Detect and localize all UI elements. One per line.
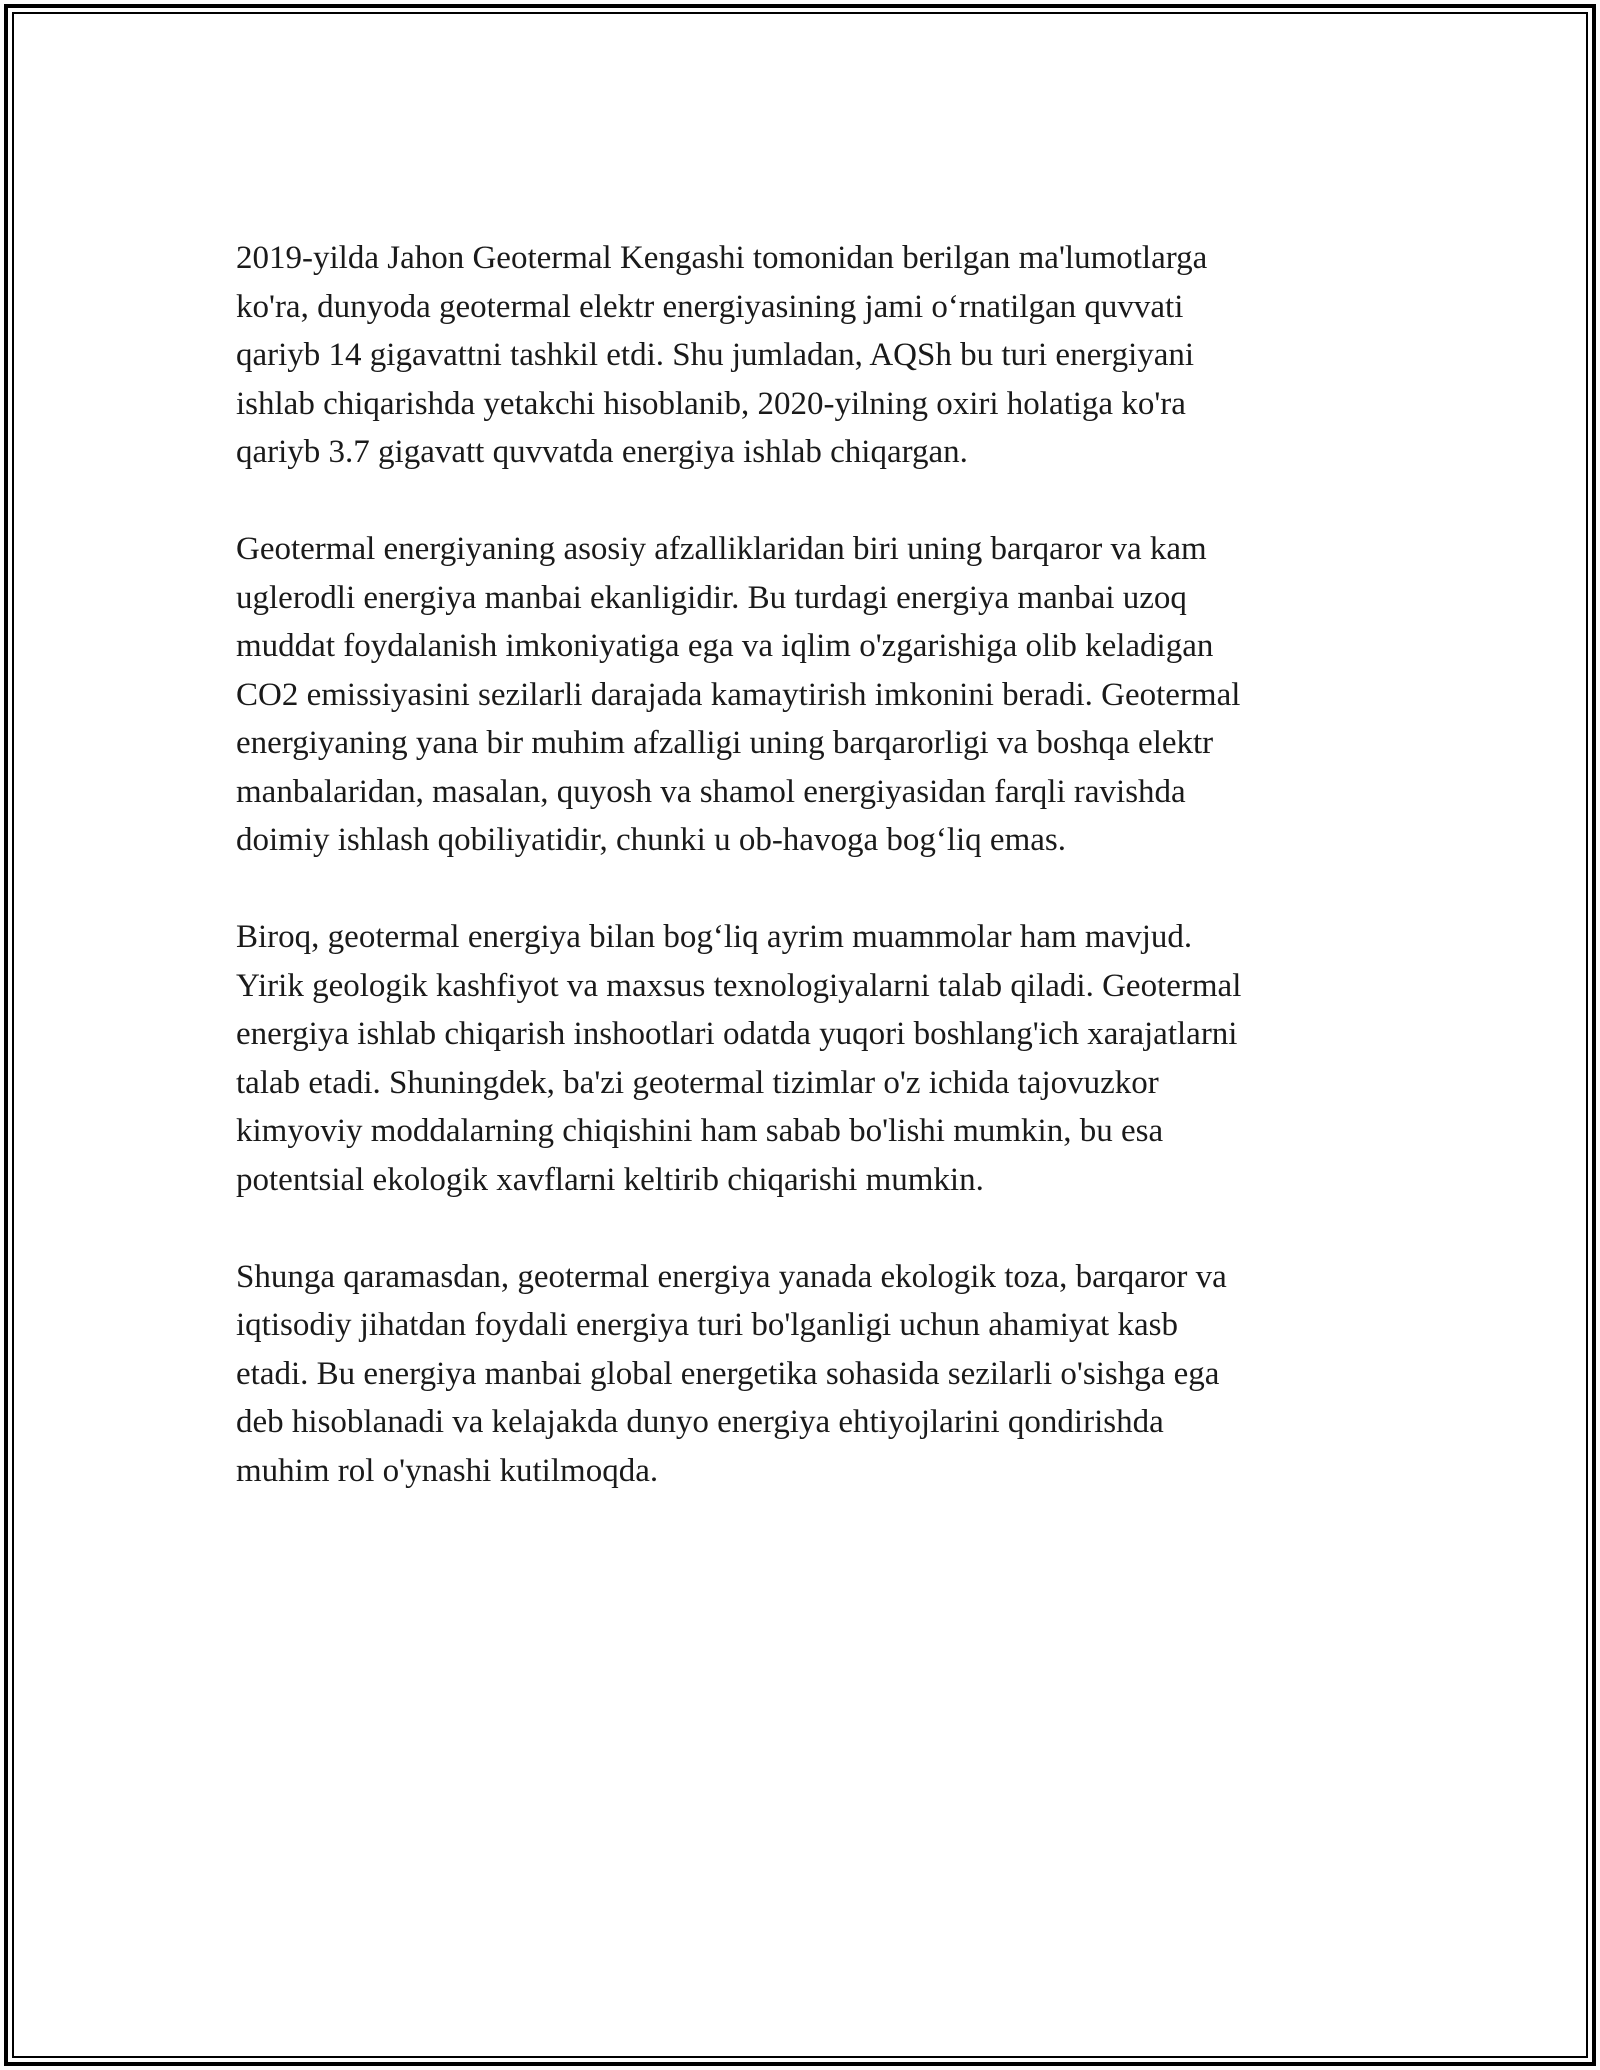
text-line: Geotermal energiyaning asosiy afzalliklaridan biri uning barqaror va kam	[236, 531, 1207, 567]
paragraph-2	[236, 525, 1366, 865]
text-line: qariyb 3.7 gigavatt quvvatda energiya ishlab chiqargan.	[236, 434, 968, 470]
text-line: 2019-yilda Jahon Geotermal Kengashi tomonidan berilgan ma'lumotlarga	[236, 240, 1208, 276]
text-line: talab etadi. Shuningdek, ba'zi geotermal tizimlar o'z ichida tajovuzkor	[236, 1064, 1159, 1101]
document-body	[236, 234, 1366, 1544]
text-line: deb hisoblanadi va kelajakda dunyo energiya ehtiyojlarini qondirishda	[236, 1404, 1164, 1440]
text-line: Yirik geologik kashfiyot va maxsus texnologiyalarni talab qiladi. Geotermal	[236, 967, 1242, 1004]
text-line: manbalaridan, masalan, quyosh va shamol energiyasidan farqli ravishda	[236, 773, 1186, 810]
text-line: energiyaning yana bir muhim afzalligi uning barqarorligi va boshqa elektr	[236, 725, 1214, 761]
text-line: qariyb 14 gigavattni tashkil etdi. Shu jumladan, AQSh bu turi energiyani	[236, 337, 1195, 373]
text-line: Shunga qaramasdan, geotermal energiya yanada ekologik toza, barqaror va	[236, 1258, 1227, 1295]
text-line: kimyoviy moddalarning chiqishini ham sabab bo'lishi mumkin, bu esa	[236, 1113, 1164, 1149]
text-line: ishlab chiqarishda yetakchi hisoblanib, 2020-yilning oxiri holatiga ko'ra	[236, 385, 1186, 422]
paragraph-1	[236, 234, 1366, 477]
text-line: iqtisodiy jihatdan foydali energiya turi bo'lganligi uchun ahamiyat kasb	[236, 1307, 1178, 1343]
text-line: doimiy ishlash qobiliyatidir, chunki u ob-havoga bog‘liq emas.	[236, 822, 1066, 858]
text-line: CO2 emissiyasini sezilarli darajada kamaytirish imkonini beradi. Geotermal	[236, 676, 1241, 713]
text-line: ko'ra, dunyoda geotermal elektr energiyasining jami o‘rnatilgan quvvati	[236, 288, 1184, 325]
paragraph-3	[236, 913, 1366, 1204]
text-line: muhim rol o'ynashi kutilmoqda.	[236, 1452, 659, 1489]
text-line: muddat foydalanish imkoniyatiga ega va iqlim o'zgarishiga olib keladigan	[236, 628, 1214, 664]
text-line: Biroq, geotermal energiya bilan bog‘liq ayrim muammolar ham mavjud.	[236, 919, 1193, 955]
text-line: uglerodli energiya manbai ekanligidir. Bu turdagi energiya manbai uzoq	[236, 579, 1187, 616]
text-line: potentsial ekologik xavflarni keltirib chiqarishi mumkin.	[236, 1161, 984, 1198]
paragraph-4	[236, 1253, 1366, 1496]
text-line: energiya ishlab chiqarish inshootlari odatda yuqori boshlang'ich xarajatlarni	[236, 1016, 1238, 1052]
text-line: etadi. Bu energiya manbai global energetika sohasida sezilarli o'sishga ega	[236, 1355, 1220, 1392]
